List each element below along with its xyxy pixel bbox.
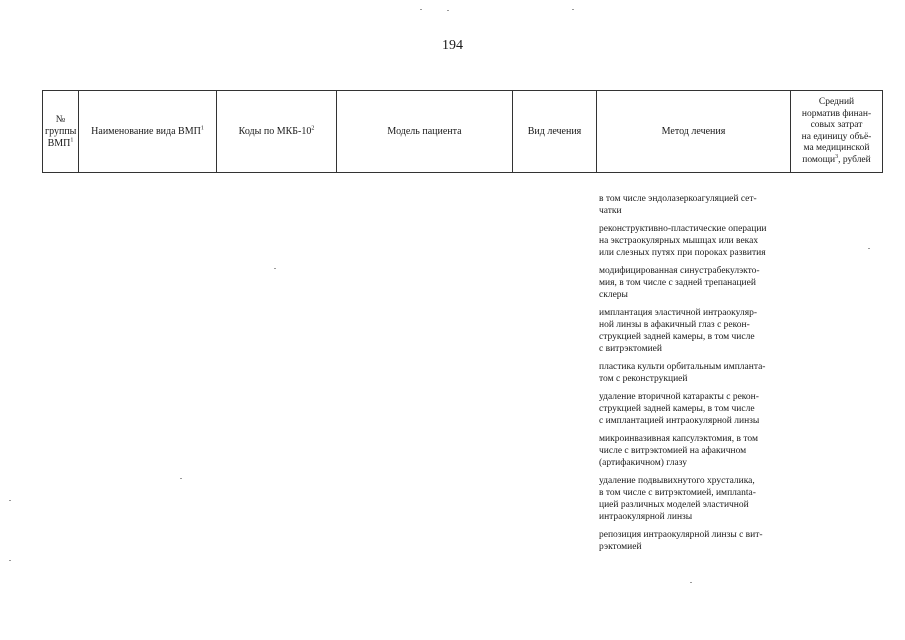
method-item: пластика культи орбитальным импланта- том с реконструкцией xyxy=(599,362,766,384)
col-avg-cost-suffix: , рублей xyxy=(838,154,871,165)
col-icd-codes-sup: 2 xyxy=(311,125,315,132)
col-treatment-type-label: Вид лечения xyxy=(527,125,582,137)
method-item: микроинвазивная капсулэктомия, в том числе с витрэктомией на афакичном (артифакичном) глазу xyxy=(599,434,758,468)
col-treatment-method xyxy=(597,91,791,173)
col-patient-model xyxy=(337,91,513,173)
scan-speck xyxy=(9,560,11,561)
col-avg-cost xyxy=(791,91,883,173)
method-item: в том числе эндолазеркоагуляцией сет- чатки xyxy=(599,194,757,216)
col-treatment-method-label: Метод лечения xyxy=(661,125,726,137)
col-icd-codes xyxy=(217,91,337,173)
method-item: имплантация эластичной интраокуляр- ной линзы в афакичный глаз с рекон- струкцией задней камеры, в том числе с витрэктомией xyxy=(599,308,757,354)
col-vmp-name-label: Наименование вида ВМП xyxy=(91,125,201,137)
scan-speck xyxy=(868,248,870,249)
treatment-methods-list xyxy=(599,193,799,559)
method-item: удаление подвывихнутого хрусталика, в том числе с витрэктомией, имплanta- цией различных моделей эластичной интраокулярной линзы xyxy=(599,476,756,522)
col-group-no xyxy=(43,91,79,173)
method-item: модифицированная синустрабекулэкто- мия, в том числе с задней трепанацией склеры xyxy=(599,266,760,300)
scan-speck xyxy=(180,478,182,479)
col-patient-model-label: Модель пациента xyxy=(387,125,462,137)
col-avg-cost-label: Средний норматив финан- совых затрат на единицу объё- ма медицинской помощи xyxy=(801,97,872,165)
method-item: удаление вторичной катаракты с рекон- струкцией задней камеры, в том числе с имплантацией интраокулярной линзы xyxy=(599,392,760,426)
col-avg-cost-sup: 3 xyxy=(835,153,839,160)
column-header-table xyxy=(42,90,883,173)
scan-speck xyxy=(572,9,574,10)
scan-speck xyxy=(9,500,11,501)
col-vmp-name xyxy=(79,91,217,173)
col-group-no-sup: 1 xyxy=(70,137,74,144)
col-icd-codes-label: Коды по МКБ-10 xyxy=(238,125,312,137)
col-treatment-type xyxy=(513,91,597,173)
page-number: 194 xyxy=(442,38,463,53)
method-item: реконструктивно-пластические операции на экстраокулярных мышцах или веках или слезных путях при пороках развития xyxy=(599,224,767,258)
scan-speck xyxy=(447,10,449,11)
col-vmp-name-sup: 1 xyxy=(200,125,204,132)
scan-speck xyxy=(420,9,422,10)
method-item: репозиция интраокулярной линзы с вит- рэктомией xyxy=(599,530,763,552)
scan-speck xyxy=(690,582,692,583)
scan-speck xyxy=(274,268,276,269)
col-group-no-label: № группы ВМП xyxy=(45,113,77,149)
